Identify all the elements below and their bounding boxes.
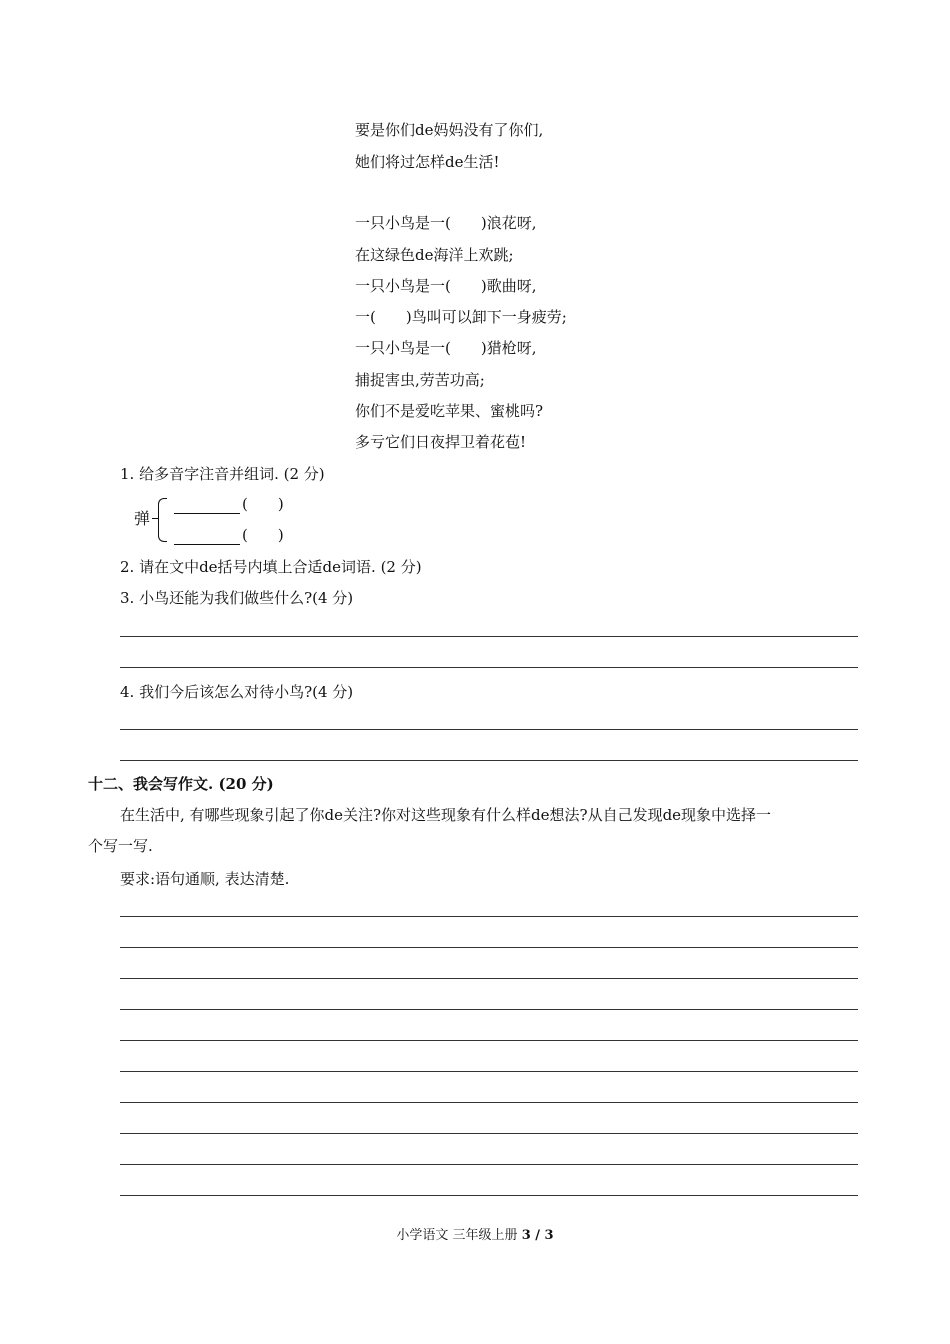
writing-line[interactable] — [120, 978, 858, 979]
poem-line: 一( )鸟叫可以卸下一身疲劳; — [355, 308, 567, 326]
polyphone-char: 弹 — [134, 509, 151, 528]
footer-subject: 小学语文 三年级上册 — [396, 1228, 518, 1243]
question-1: 1. 给多音字注音并组词. (2 分) — [120, 465, 325, 483]
poem-line: 捕捉害虫,劳苦功高; — [355, 371, 485, 389]
poem-line: 一只小鸟是一( )浪花呀, — [355, 214, 537, 232]
essay-requirement: 要求:语句通顺, 表达清楚. — [120, 870, 290, 888]
essay-prompt-cont: 个写一写. — [88, 837, 153, 855]
poem-line: 一只小鸟是一( )猎枪呀, — [355, 339, 537, 357]
poem-line: 一只小鸟是一( )歌曲呀, — [355, 277, 537, 295]
writing-line[interactable] — [120, 1040, 858, 1041]
writing-line[interactable] — [120, 1195, 858, 1196]
pinyin-paren: ( ) — [242, 495, 284, 513]
poem-line: 她们将过怎样de生活! — [355, 153, 500, 171]
answer-row-1 — [174, 494, 284, 514]
question-2: 2. 请在文中de括号内填上合适de词语. (2 分) — [120, 558, 422, 576]
answer-line[interactable] — [120, 636, 858, 637]
writing-line[interactable] — [120, 1071, 858, 1072]
writing-line[interactable] — [120, 1164, 858, 1165]
page-number: 3 / 3 — [521, 1228, 554, 1243]
poem-line: 在这绿色de海洋上欢跳; — [355, 246, 514, 264]
fill-blank[interactable] — [174, 498, 240, 514]
poem-line: 要是你们de妈妈没有了你们, — [355, 121, 544, 139]
answer-line[interactable] — [120, 760, 858, 761]
poem-line: 你们不是爱吃苹果、蜜桃吗? — [355, 402, 544, 420]
writing-line[interactable] — [120, 1133, 858, 1134]
writing-line[interactable] — [120, 916, 858, 917]
brace — [158, 498, 167, 542]
answer-line[interactable] — [120, 729, 858, 730]
section-heading: 十二、我会写作文. (20 分) — [88, 775, 274, 793]
question-4: 4. 我们今后该怎么对待小鸟?(4 分) — [120, 683, 354, 701]
writing-line[interactable] — [120, 1102, 858, 1103]
writing-line[interactable] — [120, 1009, 858, 1010]
writing-line[interactable] — [120, 947, 858, 948]
page-footer — [0, 1226, 950, 1246]
answer-row-2 — [174, 525, 284, 545]
essay-prompt: 在生活中, 有哪些现象引起了你de关注?你对这些现象有什么样de想法?从自己发现de现象中选择一 — [120, 806, 772, 824]
answer-line[interactable] — [120, 667, 858, 668]
question-3: 3. 小鸟还能为我们做些什么?(4 分) — [120, 589, 354, 607]
fill-blank[interactable] — [174, 529, 240, 545]
poem-line: 多亏它们日夜捍卫着花苞! — [355, 433, 527, 451]
pinyin-paren: ( ) — [242, 526, 284, 544]
